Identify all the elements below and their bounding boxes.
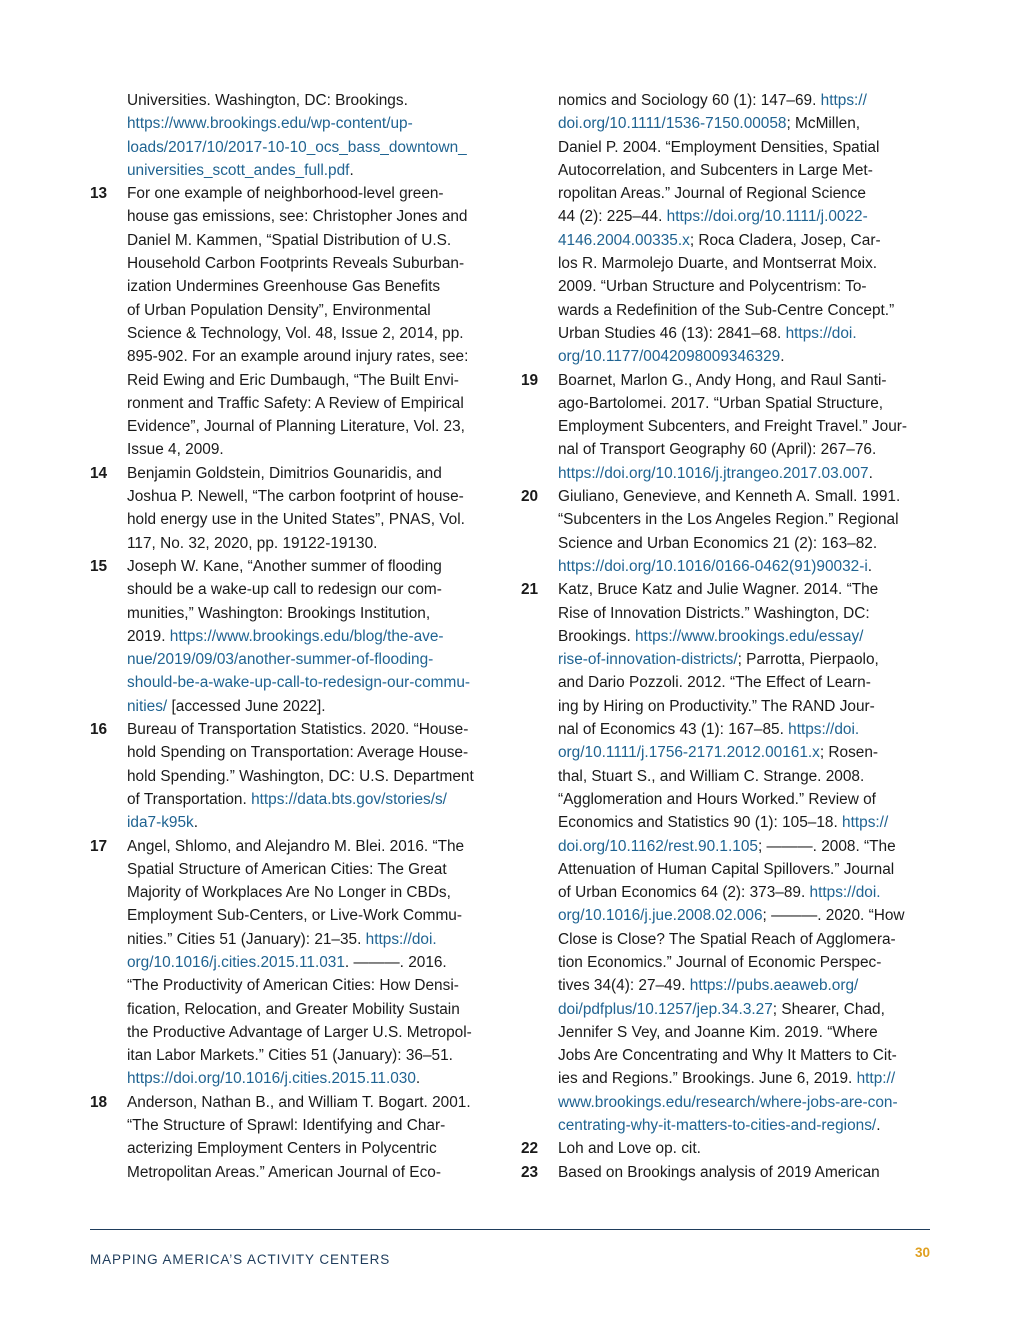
endnote-text: Daniel P. 2004. “Employment Densities, Spatial <box>558 138 880 156</box>
endnote-line <box>558 532 933 555</box>
endnote-text: . ———. 2016. <box>344 953 447 971</box>
endnote-text: Close is Close? The Spatial Reach of Agglomera- <box>558 930 896 948</box>
endnote <box>90 182 505 462</box>
endnote-text: Loh and Love op. cit. <box>558 1140 701 1158</box>
endnote-text: tion Economics.” Journal of Economic Perspec- <box>558 953 882 971</box>
endnote-line <box>127 648 505 671</box>
endnote-text: ; ———. 2020. “How <box>762 907 905 925</box>
endnote-line <box>558 951 933 974</box>
endnote-link[interactable]: should-be-a-wake-up-call-to-redesign-our-commu- <box>127 674 470 692</box>
endnote-text: For one example of neighborhood-level green- <box>127 185 444 203</box>
page-number: 30 <box>914 1245 930 1260</box>
endnote-number: 13 <box>90 185 108 203</box>
endnote-line <box>558 1114 933 1137</box>
endnote-link[interactable]: https://doi.org/10.1016/j.jtrangeo.2017.03.007 <box>558 464 869 482</box>
endnote-text: “The Structure of Sprawl: Identifying and Char- <box>127 1117 446 1135</box>
endnote-line <box>558 974 933 997</box>
endnote-text: Boarnet, Marlon G., Andy Hong, and Raul Santi- <box>558 371 887 389</box>
endnote-line <box>127 671 505 694</box>
endnote-number: 14 <box>90 464 108 482</box>
endnote-text: ; Roca Cladera, Josep, Car- <box>689 231 881 249</box>
endnote-text: tives 34(4): 27–49. <box>558 977 690 995</box>
endnote-line <box>127 322 505 345</box>
endnote-text: Urban Studies 46 (13): 2841–68. <box>558 324 786 342</box>
endnote-line <box>558 438 933 461</box>
endnote-text: Majority of Workplaces Are No Longer in CBDs, <box>127 884 451 902</box>
endnote-text: Jennifer S Vey, and Joanne Kim. 2019. “Where <box>558 1023 878 1041</box>
endnote-text: 44 (2): 225–44. <box>558 208 667 226</box>
endnote <box>90 462 505 555</box>
endnote-text: ies and Regions.” Brookings. June 6, 2019. <box>558 1070 857 1088</box>
endnote-text: “Subcenters in the Los Angeles Region.” Regional <box>558 511 899 529</box>
endnote-line <box>558 1161 933 1184</box>
endnote-link[interactable]: doi.org/10.1162/rest.90.1.105 <box>558 837 758 855</box>
endnote-text: ; Parrotta, Pierpaolo, <box>737 651 879 669</box>
endnote-line <box>127 415 505 438</box>
endnote-text: of Urban Economics 64 (2): 373–89. <box>558 884 810 902</box>
notes-column-right <box>521 89 933 1184</box>
endnote-link[interactable]: https://doi. <box>788 721 860 739</box>
endnote-text: Brookings. <box>558 627 635 645</box>
endnote-line <box>558 322 933 345</box>
endnote-text: hold Spending.” Washington, DC: U.S. Department <box>127 767 474 785</box>
endnote-text: Employment Subcenters, and Freight Travel.” Jour- <box>558 418 908 436</box>
endnote-text: ; Shearer, Chad, <box>772 1000 885 1018</box>
endnote-line <box>127 858 505 881</box>
endnote-link[interactable]: centrating-why-it-matters-to-cities-and-regions/ <box>558 1117 877 1135</box>
endnote-link[interactable]: https://doi. <box>365 930 437 948</box>
endnote-text: Angel, Shlomo, and Alejandro M. Blei. 2016. “The <box>127 837 465 855</box>
endnote-text: 2019. <box>127 627 170 645</box>
endnote-line <box>558 159 933 182</box>
endnote-line <box>127 1114 505 1137</box>
endnote-line <box>127 602 505 625</box>
endnote-text: Jobs Are Concentrating and Why It Matters to Cit- <box>558 1047 897 1065</box>
endnote-line <box>127 904 505 927</box>
endnote-line <box>558 136 933 159</box>
endnote-text: Science & Technology, Vol. 48, Issue 2, 2014, pp. <box>127 324 464 342</box>
endnote-line <box>558 625 933 648</box>
endnote-line <box>558 89 933 112</box>
endnote-line <box>558 229 933 252</box>
endnote-line <box>558 671 933 694</box>
endnote-text: ; ———. 2008. “The <box>757 837 896 855</box>
endnote-text: Attenuation of Human Capital Spillovers.” Journal <box>558 860 895 878</box>
endnote-link[interactable]: https://www.brookings.edu/wp-content/up- <box>127 115 413 133</box>
endnote-line <box>558 718 933 741</box>
endnote-text: Daniel M. Kammen, “Spatial Distribution of U.S. <box>127 231 452 249</box>
endnote-link[interactable]: org/10.1111/j.1756-2171.2012.00161.x <box>558 744 820 762</box>
endnote-line <box>127 159 505 182</box>
endnote-line <box>558 788 933 811</box>
endnote-line <box>558 182 933 205</box>
endnote-line <box>558 462 933 485</box>
endnote-line <box>127 252 505 275</box>
endnote-link[interactable]: org/10.1016/j.jue.2008.02.006 <box>558 907 763 925</box>
endnote-text: . <box>780 348 785 366</box>
endnote-text: Benjamin Goldstein, Dimitrios Gounaridis, and <box>127 464 442 482</box>
endnote-line <box>127 765 505 788</box>
endnote-line <box>558 485 933 508</box>
endnote-line <box>127 998 505 1021</box>
endnote-line <box>127 462 505 485</box>
endnote-text: Universities. Washington, DC: Brookings. <box>127 92 408 109</box>
endnote-line <box>127 718 505 741</box>
endnote-text: Economics and Statistics 90 (1): 105–18. <box>558 814 843 832</box>
endnote-text: the Productive Advantage of Larger U.S. Metropol- <box>127 1023 472 1041</box>
endnote-number: 16 <box>90 721 108 739</box>
endnote-text: Anderson, Nathan B., and William T. Bogart. 2001. <box>127 1093 471 1111</box>
endnote <box>521 1161 933 1184</box>
endnote-line <box>127 229 505 252</box>
endnote-line <box>558 1067 933 1090</box>
endnote-number: 19 <box>521 371 539 389</box>
footer-divider <box>90 1229 930 1230</box>
endnote-text: . <box>415 1070 421 1088</box>
endnote-link[interactable]: https://data.bts.gov/stories/s/ <box>251 790 447 808</box>
endnote-link[interactable]: org/10.1016/j.cities.2015.11.031 <box>127 953 345 971</box>
endnote-text: . <box>876 1117 881 1135</box>
endnote-line <box>127 508 505 531</box>
endnote-number: 23 <box>521 1163 539 1181</box>
endnote-line <box>558 741 933 764</box>
endnote-text: thal, Stuart S., and William C. Strange. 2008. <box>558 767 865 785</box>
endnote-line <box>127 1091 505 1114</box>
endnote-text: and Dario Pozzoli. 2012. “The Effect of Learn- <box>558 674 871 692</box>
endnote-text: hold Spending on Transportation: Average House- <box>127 744 469 762</box>
endnote-line <box>127 741 505 764</box>
endnote <box>521 89 933 369</box>
endnote-line <box>558 928 933 951</box>
endnote-text: Science and Urban Economics 21 (2): 163–82. <box>558 534 878 552</box>
endnote-link[interactable]: doi.org/10.1111/1536-7150.00058 <box>558 115 787 133</box>
endnote-line <box>558 345 933 368</box>
endnote-text: Household Carbon Footprints Reveals Suburban- <box>127 255 465 273</box>
endnote-line <box>127 532 505 555</box>
endnote-link[interactable]: org/10.1177/0042098009346329 <box>558 348 781 366</box>
endnote-link[interactable]: https://pubs.aeaweb.org/ <box>689 977 859 995</box>
endnote-text: of Urban Population Density”, Environmental <box>127 301 431 319</box>
endnote-line <box>127 951 505 974</box>
endnote-link[interactable]: https:// <box>842 814 889 832</box>
endnote-line <box>558 1137 933 1160</box>
endnote-text: nal of Economics 43 (1): 167–85. <box>558 721 789 739</box>
endnote-link[interactable]: loads/2017/10/2017-10-10_ocs_bass_downtown_ <box>127 138 467 156</box>
endnote-number: 15 <box>90 557 108 575</box>
endnote-line <box>558 695 933 718</box>
endnote-text: of Transportation. <box>127 790 252 808</box>
endnote-text: Bureau of Transportation Statistics. 2020. “House- <box>127 721 469 739</box>
endnote-link[interactable]: doi/pdfplus/10.1257/jep.34.3.27 <box>558 1000 773 1018</box>
endnote-line <box>127 1067 505 1090</box>
endnote-number: 17 <box>90 837 108 855</box>
endnote-text: los R. Marmolejo Duarte, and Montserrat Moix. <box>558 255 878 273</box>
endnote-text: hold energy use in the United States”, PNAS, Vol. <box>127 511 465 529</box>
endnote-line <box>558 998 933 1021</box>
endnote-line <box>558 602 933 625</box>
endnote <box>521 485 933 578</box>
endnote-text: Rise of Innovation Districts.” Washington, DC: <box>558 604 870 622</box>
notes-column-left <box>90 89 505 1184</box>
endnote-line <box>127 974 505 997</box>
endnote <box>90 718 505 834</box>
endnote-text: . <box>349 161 354 179</box>
endnote-line <box>127 811 505 834</box>
endnote-link[interactable]: https:// <box>820 92 867 109</box>
endnote-line <box>558 369 933 392</box>
endnote-text: Evidence”, Journal of Planning Literature, Vol. 23, <box>127 418 465 436</box>
endnote-link[interactable]: https://doi. <box>785 324 857 342</box>
endnote-text: . <box>867 557 873 575</box>
endnote-text: ; Rosen- <box>819 744 879 762</box>
endnote-text: [accessed June 2022]. <box>167 697 326 715</box>
endnote-text: Issue 4, 2009. <box>127 441 224 459</box>
endnote-line <box>127 1161 505 1184</box>
endnote-link[interactable]: https://doi. <box>809 884 881 902</box>
endnote-line <box>558 881 933 904</box>
endnote-line <box>127 788 505 811</box>
endnote-line <box>558 415 933 438</box>
endnote-text: ronment and Traffic Safety: A Review of Empirical <box>127 394 464 412</box>
endnote-text: nomics and Sociology 60 (1): 147–69. <box>558 92 821 109</box>
endnote-link[interactable]: ida7-k95k <box>127 814 194 832</box>
endnote-text: fication, Relocation, and Greater Mobility Sustain <box>127 1000 460 1018</box>
endnote-text: Spatial Structure of American Cities: The Great <box>127 860 447 878</box>
endnote-link[interactable]: https://www.brookings.edu/blog/the-ave- <box>169 627 444 645</box>
endnote-text: wards a Redefinition of the Sub-Centre Concept.” <box>558 301 895 319</box>
endnote-number: 18 <box>90 1093 108 1111</box>
endnote-number: 22 <box>521 1140 539 1158</box>
endnote-line <box>558 275 933 298</box>
endnote-link[interactable]: universities_scott_andes_full.pdf <box>127 161 350 179</box>
endnote <box>521 578 933 1137</box>
endnote-text: should be a wake-up call to redesign our com- <box>127 581 442 599</box>
endnote-text: . <box>868 464 873 482</box>
endnote-line <box>558 252 933 275</box>
endnote <box>90 89 505 182</box>
endnote-line <box>558 392 933 415</box>
endnote-text: Joseph W. Kane, “Another summer of flooding <box>127 557 442 575</box>
endnote-line <box>127 695 505 718</box>
endnote <box>521 1137 933 1160</box>
endnote-text: house gas emissions, see: Christopher Jones and <box>127 208 468 226</box>
endnote-number: 21 <box>521 581 539 599</box>
endnote-line <box>558 904 933 927</box>
endnote-line <box>558 508 933 531</box>
endnote-text: “The Productivity of American Cities: How Densi- <box>127 977 459 995</box>
endnote-text: ropolitan Areas.” Journal of Regional Science <box>558 185 866 203</box>
endnote-text: “Agglomeration and Hours Worked.” Review of <box>558 790 876 808</box>
endnote-line <box>558 1091 933 1114</box>
endnote-text: 117, No. 32, 2020, pp. 19122-19130. <box>127 534 378 552</box>
endnote-text: Metropolitan Areas.” American Journal of Eco- <box>127 1163 441 1181</box>
endnote-line <box>558 858 933 881</box>
endnote <box>90 1091 505 1184</box>
endnote-line <box>127 485 505 508</box>
endnote-line <box>558 299 933 322</box>
endnote-text: munities,” Washington: Brookings Institution, <box>127 604 431 622</box>
endnote-line <box>127 835 505 858</box>
endnote-line <box>127 555 505 578</box>
endnote-text: Autocorrelation, and Subcenters in Large Met- <box>558 161 873 179</box>
endnote-text: Employment Sub-Centers, or Live-Work Commu- <box>127 907 462 925</box>
endnote-line <box>127 1021 505 1044</box>
endnote <box>90 555 505 718</box>
endnote-link[interactable]: nities/ <box>127 697 168 715</box>
endnote-line <box>127 369 505 392</box>
endnote-text: Giuliano, Genevieve, and Kenneth A. Small. 1991. <box>558 488 901 506</box>
endnote-line <box>127 136 505 159</box>
endnote-link[interactable]: www.brookings.edu/research/where-jobs-are-con- <box>558 1093 898 1111</box>
endnote-line <box>558 112 933 135</box>
endnote-line <box>558 765 933 788</box>
endnote-line <box>127 345 505 368</box>
endnote-line <box>127 928 505 951</box>
endnote-line <box>127 182 505 205</box>
endnote-text: ; McMillen, <box>786 115 861 133</box>
endnote <box>90 835 505 1091</box>
endnote-line <box>127 392 505 415</box>
endnote-link[interactable]: rise-of-innovation-districts/ <box>558 651 738 669</box>
endnote-line <box>558 1044 933 1067</box>
endnote-text: acterizing Employment Centers in Polycentric <box>127 1140 437 1158</box>
endnote-line <box>127 89 505 112</box>
endnote-text: 895-902. For an example around injury rates, see: <box>127 348 469 366</box>
endnote-line <box>558 811 933 834</box>
endnote-line <box>558 555 933 578</box>
endnote-line <box>558 648 933 671</box>
endnote-link[interactable]: nue/2019/09/03/another-summer-of-flooding- <box>127 651 434 669</box>
endnote <box>521 369 933 485</box>
endnote-line <box>127 205 505 228</box>
endnote-text: Joshua P. Newell, “The carbon footprint of house- <box>127 488 464 506</box>
endnote-line <box>127 438 505 461</box>
endnote-line <box>558 1021 933 1044</box>
endnote-text: itan Labor Markets.” Cities 51 (January): 36–51. <box>127 1047 453 1065</box>
endnote-link[interactable]: https://doi.org/10.1016/0166-0462(91)90032-i <box>558 557 868 575</box>
endnote-line <box>558 205 933 228</box>
endnote-text: Reid Ewing and Eric Dumbaugh, “The Built Envi- <box>127 371 459 389</box>
endnote-link[interactable]: 4146.2004.00335.x <box>558 231 690 249</box>
endnote-text: nal of Transport Geography 60 (April): 267–76. <box>558 441 877 459</box>
endnote-line <box>127 112 505 135</box>
endnote-text: nities.” Cities 51 (January): 21–35. <box>127 930 366 948</box>
endnote-line <box>127 275 505 298</box>
footer-title: MAPPING AMERICA’S ACTIVITY CENTERS <box>90 1252 391 1267</box>
endnote-text: 2009. “Urban Structure and Polycentrism: To- <box>558 278 867 296</box>
endnote-link[interactable]: https://www.brookings.edu/essay/ <box>635 627 864 645</box>
endnote-text: Katz, Bruce Katz and Julie Wagner. 2014. “The <box>558 581 879 599</box>
endnote-number: 20 <box>521 488 539 506</box>
endnote-line <box>127 881 505 904</box>
endnote-text: . <box>193 814 199 832</box>
endnote-line <box>127 625 505 648</box>
endnote-link[interactable]: http:// <box>856 1070 896 1088</box>
endnote-line <box>127 578 505 601</box>
endnote-line <box>127 299 505 322</box>
endnote-line <box>558 578 933 601</box>
endnote-text: ago-Bartolomei. 2017. “Urban Spatial Structure, <box>558 394 884 412</box>
endnote-text: Based on Brookings analysis of 2019 American <box>558 1163 880 1181</box>
endnote-link[interactable]: https://doi.org/10.1016/j.cities.2015.11.030 <box>127 1070 416 1088</box>
endnote-link[interactable]: https://doi.org/10.1111/j.0022- <box>666 208 868 226</box>
endnote-line <box>127 1137 505 1160</box>
endnote-text: ing by Hiring on Productivity.” The RAND Jour- <box>558 697 875 715</box>
endnote-line <box>127 1044 505 1067</box>
endnote-text: ization Undermines Greenhouse Gas Benefits <box>127 278 441 296</box>
endnote-line <box>558 835 933 858</box>
